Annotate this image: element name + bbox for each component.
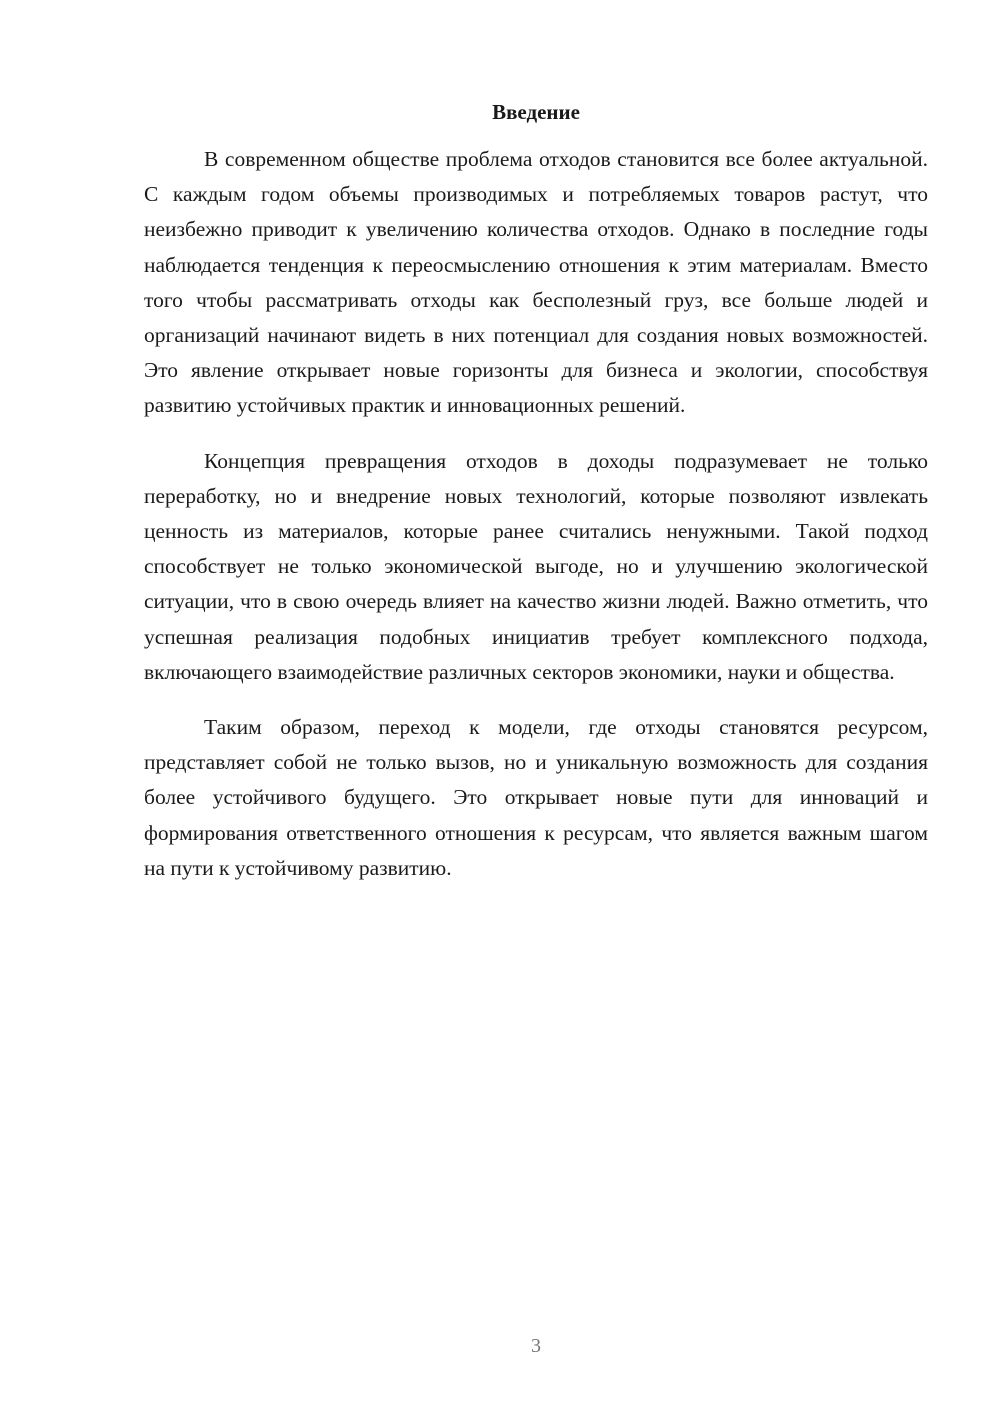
page-title: Введение	[492, 100, 580, 124]
page-number: 3	[531, 1335, 541, 1357]
paragraph-2: Концепция превращения отходов в доходы подразумевает не только переработку, но и внедрение новых технологий, которые позволяют извлекать ценность из материалов, которые ранее считались ненужными. Такой подход способствует не только экономической выгоде, но и улучшению экологической ситуации, что в свою очередь влияет на качество жизни людей. Важно отметить, что успешная реализация подобных инициатив требует комплексного подхода, включающего взаимодействие различных секторов экономики, науки и общества.	[144, 448, 928, 684]
paragraph-3: Таким образом, переход к модели, где отходы становятся ресурсом, представляет собой не только вызов, но и уникальную возможность для создания более устойчивого будущего. Это открывает новые пути для инноваций и формирования ответственного отношения к ресурсам, что является важным шагом на пути к устойчивому развитию.	[144, 715, 928, 880]
body-text	[144, 142, 928, 906]
paragraph-1: В современном обществе проблема отходов становится все более актуальной. С каждым годом объемы производимых и потребляемых товаров растут, что неизбежно приводит к увеличению количества отходов. Однако в последние годы наблюдается тенденция к переосмыслению отношения к этим материалам. Вместо того чтобы рассматривать отходы как бесполезный груз, все больше людей и организаций начинают видеть в них потенциал для создания новых возможностей. Это явление открывает новые горизонты для бизнеса и экологии, способствуя развитию устойчивых практик и инновационных решений.	[144, 147, 928, 418]
